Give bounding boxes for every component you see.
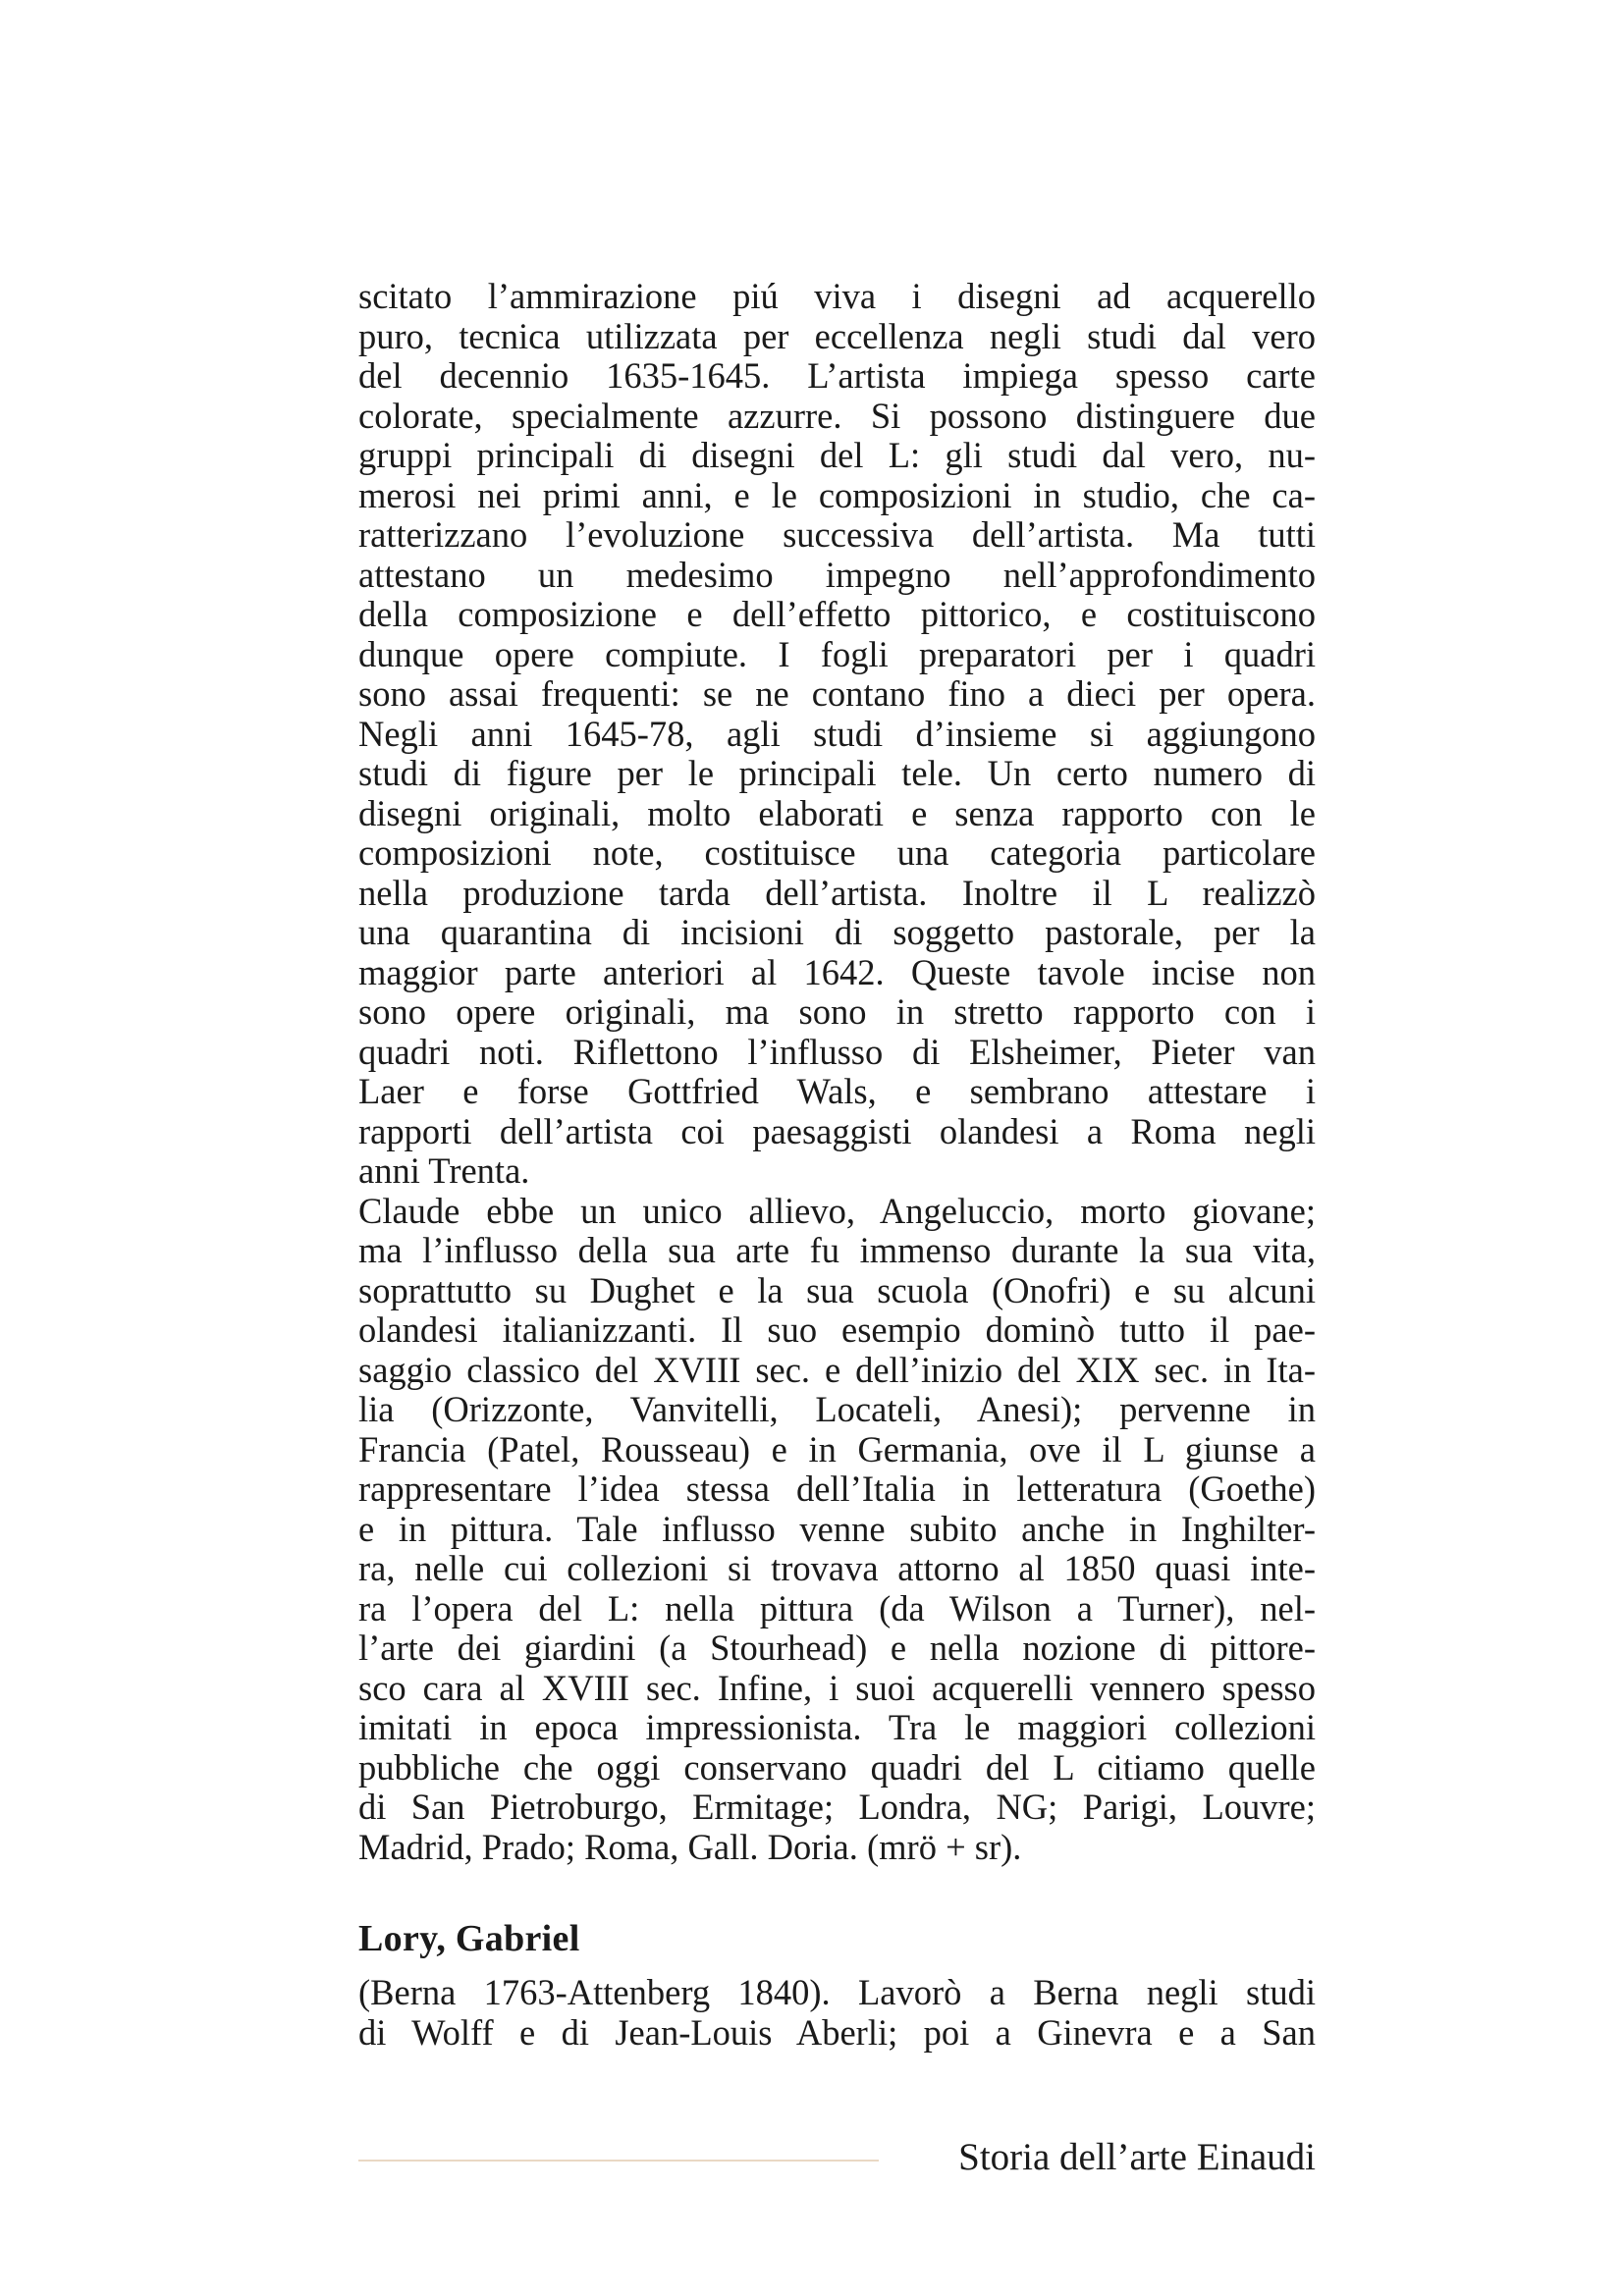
text-line: olandesi italianizzanti. Il suo esempio dominò tutto il pae- [358, 1309, 1316, 1350]
text-line: colorate, specialmente azzurre. Si possono distinguere due [358, 395, 1316, 436]
text-line: sono opere originali, ma sono in stretto rapporto con i [358, 991, 1316, 1032]
text-line: ra, nelle cui collezioni si trovava attorno al 1850 quasi inte- [358, 1548, 1316, 1588]
text-line: e in pittura. Tale influsso venne subito anche in Inghilter- [358, 1508, 1316, 1549]
text-line: Negli anni 1645-78, agli studi d’insieme si aggiungono [358, 713, 1316, 754]
text-line: soprattutto su Dughet e la sua scuola (Onofri) e su alcuni [358, 1269, 1316, 1310]
text-line: Francia (Patel, Rousseau) e in Germania, ove il L giunse a [358, 1428, 1316, 1469]
text-line: rapporti dell’artista coi paesaggisti olandesi a Roma negli [358, 1110, 1316, 1151]
text-line: dunque opere compiute. I fogli preparatori per i quadri [358, 633, 1316, 674]
entry-title-lory: Lory, Gabriel [358, 1918, 580, 1959]
text-line: di San Pietroburgo, Ermitage; Londra, NG; Parigi, Louvre; [358, 1787, 1316, 1827]
text-line: gruppi principali di disegni del L: gli studi dal vero, nu- [358, 435, 1316, 475]
paragraph-legacy [358, 1192, 1316, 1868]
text-line: ratterizzano l’evoluzione successiva dell’artista. Ma tutti [358, 514, 1316, 555]
text-line: studi di figure per le principali tele. Un certo numero di [358, 753, 1316, 793]
text-line: l’arte dei giardini (a Stourhead) e nella nozione di pittore- [358, 1628, 1316, 1668]
text-line: imitati in epoca impressionista. Tra le maggiori collezioni [358, 1707, 1316, 1747]
text-line: saggio classico del XVIII sec. e dell’inizio del XIX sec. in Ita- [358, 1349, 1316, 1390]
text-line: pubbliche che oggi conservano quadri del L citiamo quelle [358, 1746, 1316, 1788]
text-line: disegni originali, molto elaborati e senza rapporto con le [358, 792, 1316, 833]
text-line: ra l’opera del L: nella pittura (da Wilson a Turner), nel- [358, 1587, 1316, 1629]
text-line: scitato l’ammirazione piú viva i disegni ad acquerello [358, 276, 1316, 316]
text-line: Claude ebbe un unico allievo, Angeluccio, morto giovane; [358, 1190, 1316, 1231]
text-line: nella produzione tarda dell’artista. Inoltre il L realizzò [358, 872, 1316, 913]
text-line: Laer e forse Gottfried Wals, e sembrano attestare i [358, 1071, 1316, 1111]
text-line: lia (Orizzonte, Vanvitelli, Locateli, Anesi); pervenne in [358, 1389, 1316, 1429]
text-line: sono assai frequenti: se ne contano fino a dieci per opera. [358, 673, 1316, 714]
text-line: Madrid, Prado; Roma, Gall. Doria. (mrö + sr). [358, 1826, 1022, 1867]
footer-divider [358, 2160, 879, 2162]
paragraph-drawings [358, 277, 1316, 1192]
text-line: anni Trenta. [358, 1150, 530, 1191]
text-line: di Wolff e di Jean-Louis Aberli; poi a Ginevra e a San [358, 2011, 1316, 2053]
text-line: quadri noti. Riflettono l’influsso di Elsheimer, Pieter van [358, 1031, 1316, 1072]
text-line: maggior parte anteriori al 1642. Queste tavole incise non [358, 951, 1316, 992]
paragraph-lory [358, 1973, 1316, 2053]
footer-publication-title: Storia dell’arte Einaudi [958, 2136, 1316, 2178]
text-line: della composizione e dell’effetto pittorico, e costituiscono [358, 594, 1316, 634]
text-line: rappresentare l’idea stessa dell’Italia in letteratura (Goethe) [358, 1468, 1316, 1509]
text-line: (Berna 1763-Attenberg 1840). Lavorò a Berna negli studi [358, 1972, 1316, 2012]
text-line: ma l’influsso della sua arte fu immenso durante la sua vita, [358, 1230, 1316, 1270]
text-line: del decennio 1635-1645. L’artista impiega spesso carte [358, 355, 1316, 396]
text-line: merosi nei primi anni, e le composizioni in studio, che ca- [358, 474, 1316, 515]
text-line: una quarantina di incisioni di soggetto pastorale, per la [358, 912, 1316, 952]
text-line: sco cara al XVIII sec. Infine, i suoi acquerelli vennero spesso [358, 1667, 1316, 1708]
text-line: puro, tecnica utilizzata per eccellenza negli studi dal vero [358, 315, 1316, 356]
text-column [358, 277, 1316, 2053]
text-line: attestano un medesimo impegno nell’approfondimento [358, 554, 1316, 595]
text-line: composizioni note, costituisce una categoria particolare [358, 832, 1316, 873]
